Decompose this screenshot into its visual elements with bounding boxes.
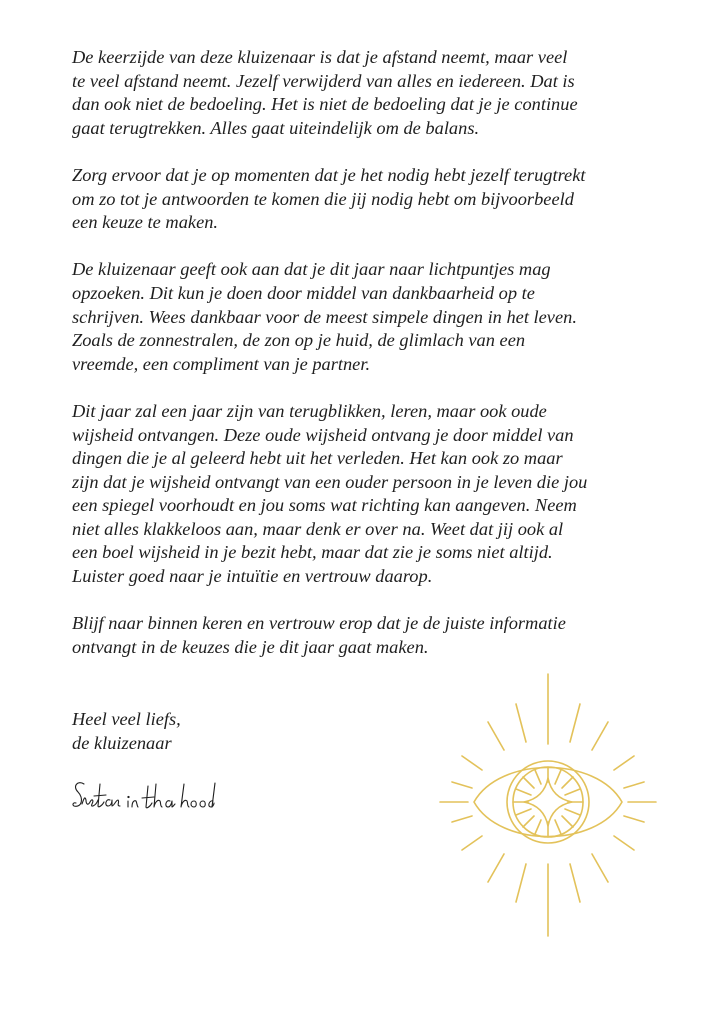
- text-line: een spiegel voorhoudt en jou soms wat richting kan aangeven. Neem: [72, 495, 577, 516]
- paragraph-wisdom: [72, 400, 662, 589]
- text-line: gaat terugtrekken. Alles gaat uiteindelijk om de balans.: [72, 117, 480, 138]
- closing-greeting: [72, 708, 181, 755]
- closing-line: Heel veel liefs,: [72, 709, 181, 729]
- text-line: schrijven. Wees dankbaar voor de meest simpele dingen in het leven.: [72, 306, 577, 327]
- text-line: Luister goed naar je intuïtie en vertrouw daarop.: [72, 566, 433, 587]
- text-line: te veel afstand neemt. Jezelf verwijderd van alles en iedereen. Dat is: [72, 70, 575, 91]
- text-line: Dit jaar zal een jaar zijn van terugblikken, leren, maar ook oude: [72, 400, 547, 421]
- text-line: vreemde, een compliment van je partner.: [72, 353, 371, 374]
- text-line: een boel wijsheid in je bezit hebt, maar dat zie je soms niet altijd.: [72, 542, 553, 563]
- text-line: wijsheid ontvangen. Deze oude wijsheid ontvang je door middel van: [72, 424, 574, 445]
- text-line: dingen die je al geleerd hebt uit het verleden. Het kan ook zo maar: [72, 448, 563, 469]
- paragraph-withdraw: [72, 164, 662, 235]
- paragraph-gratitude: [72, 258, 662, 376]
- text-line: dan ook niet de bedoeling. Het is niet de bedoeling dat je je continue: [72, 94, 578, 115]
- text-line: Zoals de zonnestralen, de zon op je huid, de glimlach van een: [72, 330, 526, 351]
- text-line: een keuze te maken.: [72, 212, 219, 233]
- text-line: Blijf naar binnen keren en vertrouw erop dat je de juiste informatie: [72, 613, 566, 634]
- text-line: om zo tot je antwoorden te komen die jij nodig hebt om bijvoorbeeld: [72, 188, 574, 209]
- text-line: De keerzijde van deze kluizenaar is dat je afstand neemt, maar veel: [72, 47, 568, 67]
- text-line: Zorg ervoor dat je op momenten dat je het nodig hebt jezelf terugtrekt: [72, 164, 586, 185]
- paragraph-trust: [72, 612, 662, 659]
- letter-body: [72, 46, 662, 683]
- paragraph-balance: [72, 46, 662, 140]
- text-line: niet alles klakkeloos aan, maar denk er over na. Weet dat jij ook al: [72, 518, 564, 539]
- text-line: ontvangt in de keuzes die je dit jaar gaat maken.: [72, 636, 429, 657]
- text-line: zijn dat je wijsheid ontvangt van een ouder persoon in je leven die jou: [72, 471, 588, 492]
- text-line: De kluizenaar geeft ook aan dat je dit jaar naar lichtpuntjes mag: [72, 259, 551, 280]
- handwritten-signature: [70, 770, 220, 830]
- closing-signoff: de kluizenaar: [72, 732, 172, 753]
- radiant-eye-icon: [438, 672, 658, 938]
- text-line: opzoeken. Dit kun je doen door middel van dankbaarheid op te: [72, 282, 535, 303]
